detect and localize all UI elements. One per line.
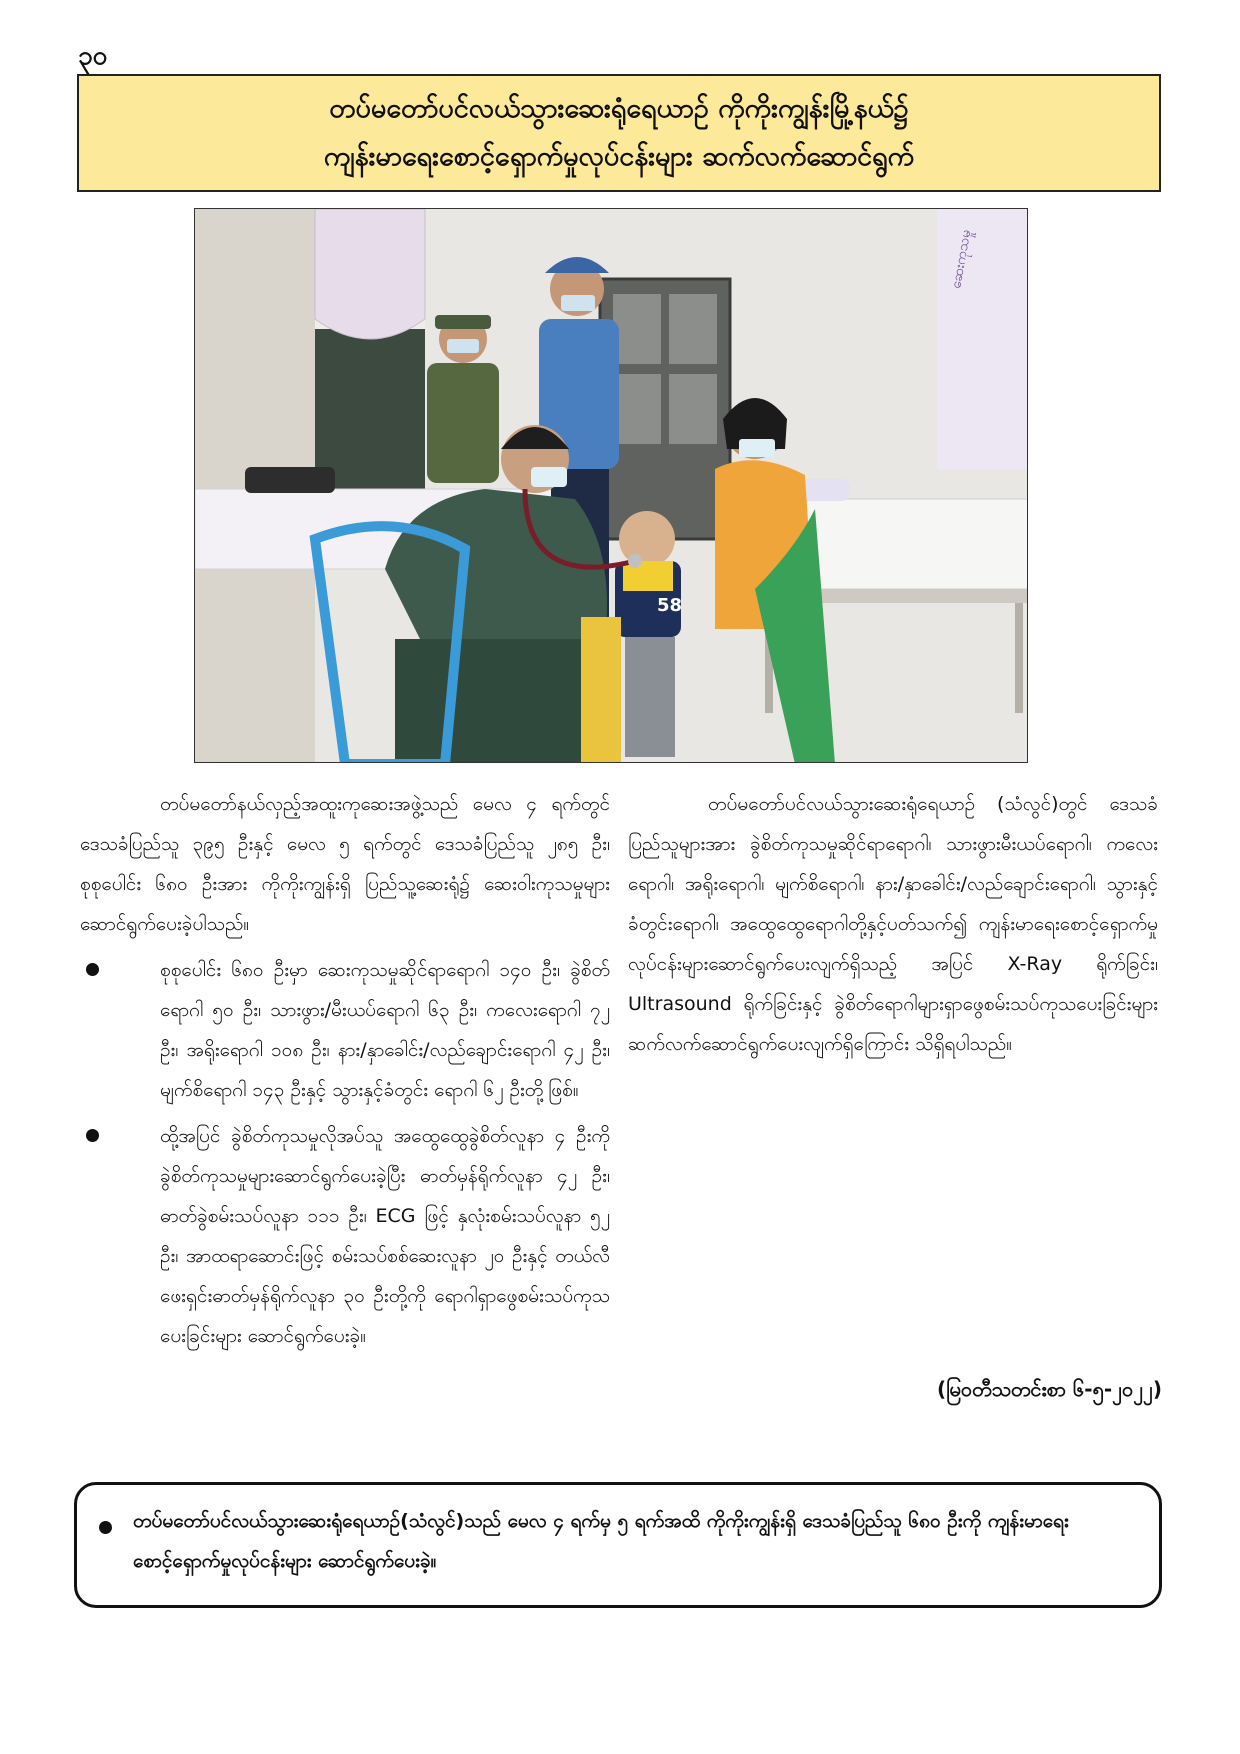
photo-illustration [195,209,1028,763]
list-item [80,950,610,1110]
svg-text:58: 58 [657,595,683,616]
intro-paragraph: တပ်မတော်နယ်လှည့်အထူးကုဆေးအဖွဲ့သည် မေလ ၄ ရက်တွင် ဒေသခံပြည်သူ ၃၉၅ ဦးနှင့် မေလ ၅ ရက်တွင် ဒေသခံပြည်သူ ၂၈၅ ဦး၊ စုစုပေါင်း ၆၈၀ ဦးအား ကိုကိုးကျွန်းရှိ ပြည်သူ့ဆေးရုံ၌ ဆေးဝါးကုသမှုများဆောင်ရွက်ပေးခဲ့ပါသည်။ [80,793,610,935]
headline-line-2: ကျန်းမာရေးစောင့်ရှောက်မှုလုပ်ငန်းများ ဆက်လက်ဆောင်ရွက် [323,141,915,172]
list-item-text: စုစုပေါင်း ၆၈၀ ဦးမှာ ဆေးကုသမှုဆိုင်ရာရောဂါ ၁၄၀ ဦး၊ ခွဲစိတ်ရောဂါ ၅၀ ဦး၊ သားဖွား/မီးယပ်ရောဂါ ၆၃ ဦး၊ ကလေးရောဂါ ၇၂ ဦး၊ အရိုးရောဂါ ၁၀၈ ဦး၊ နား/နှာခေါင်း/လည်ချောင်းရောဂါ ၄၂ ဦး၊ မျက်စိရောဂါ ၁၄၃ ဦးနှင့် သွားနှင့်ခံတွင်း ရောဂါ ၆၂ ဦးတို့ဖြစ်။ [160,959,610,1101]
statistics-list [80,950,610,1356]
right-column [628,784,1158,1064]
summary-text: တပ်မတော်ပင်လယ်သွားဆေးရုံရေယာဉ်(သံလွင်)သည် မေလ ၄ ရက်မှ ၅ ရက်အထိ ကိုကိုးကျွန်းရှိ ဒေသခံပြည်သူ ၆၈၀ ဦးကို ကျန်းမာရေးစောင့်ရှောက်မှုလုပ်ငန်းများ ဆောင်ရွက်ပေးခဲ့။ [133,1510,1069,1572]
summary-box [74,1482,1162,1608]
page-number: ၃၀ [78,41,108,71]
source-citation: (မြဝတီသတင်းစာ ၆-၅-၂၀၂၂) [936,1377,1162,1401]
bullet-icon [99,1521,112,1534]
headline-line-1: တပ်မတော်ပင်လယ်သွားဆေးရုံရေယာဉ် ကိုကိုးကျွန်းမြို့နယ်၌ [329,93,909,124]
bullet-icon [86,1129,99,1142]
left-column [80,784,610,1362]
bullet-icon [86,963,99,976]
list-item-text: ထို့အပြင် ခွဲစိတ်ကုသမှုလိုအပ်သူ အထွေထွေခွဲစိတ်လူနာ ၄ ဦးကို ခွဲစိတ်ကုသမှုများဆောင်ရွက်ပေးခဲ့ပြီး ဓာတ်မှန်ရိုက်လူနာ ၄၂ ဦး၊ ဓာတ်ခွဲစမ်းသပ်လူနာ ၁၁၁ ဦး၊ ECG ဖြင့် နှလုံးစမ်းသပ်လူနာ ၅၂ ဦး၊ အာထရာဆောင်းဖြင့် စမ်းသပ်စစ်ဆေးလူနာ ၂၀ ဦးနှင့် တယ်လီဖေးရှင်းဓာတ်မှန်ရိုက်လူနာ ၃၀ ဦးတို့ကို ရောဂါရှာဖွေစမ်းသပ်ကုသပေးခြင်းများ ဆောင်ရွက်ပေးခဲ့။ [160,1125,610,1347]
news-photo [194,208,1028,763]
list-item [80,1116,610,1356]
banner-text: ဆေးကုသမှု [948,228,975,290]
headline-box [77,74,1161,192]
right-paragraph: တပ်မတော်ပင်လယ်သွားဆေးရုံရေယာဉ် (သံလွင်)တွင် ဒေသခံပြည်သူများအား ခွဲစိတ်ကုသမှုဆိုင်ရာရောဂါ၊ သားဖွားမီးယပ်ရောဂါ၊ ကလေးရောဂါ၊ အရိုးရောဂါ၊ မျက်စိရောဂါ၊ နား/နှာခေါင်း/လည်ချောင်းရောဂါ၊ သွားနှင့်ခံတွင်းရောဂါ၊ အထွေထွေရောဂါတို့နှင့်ပတ်သက်၍ ကျန်းမာရေးစောင့်ရှောက်မှု လုပ်ငန်းများဆောင်ရွက်ပေးလျက်ရှိသည့် အပြင် X-Ray ရိုက်ခြင်း၊ Ultrasound ရိုက်ခြင်းနှင့် ခွဲစိတ်ရောဂါများရှာဖွေစမ်းသပ်ကုသပေးခြင်းများ ဆက်လက်ဆောင်ရွက်ပေးလျက်ရှိကြောင်း သိရှိရပါသည်။ [628,793,1158,1055]
